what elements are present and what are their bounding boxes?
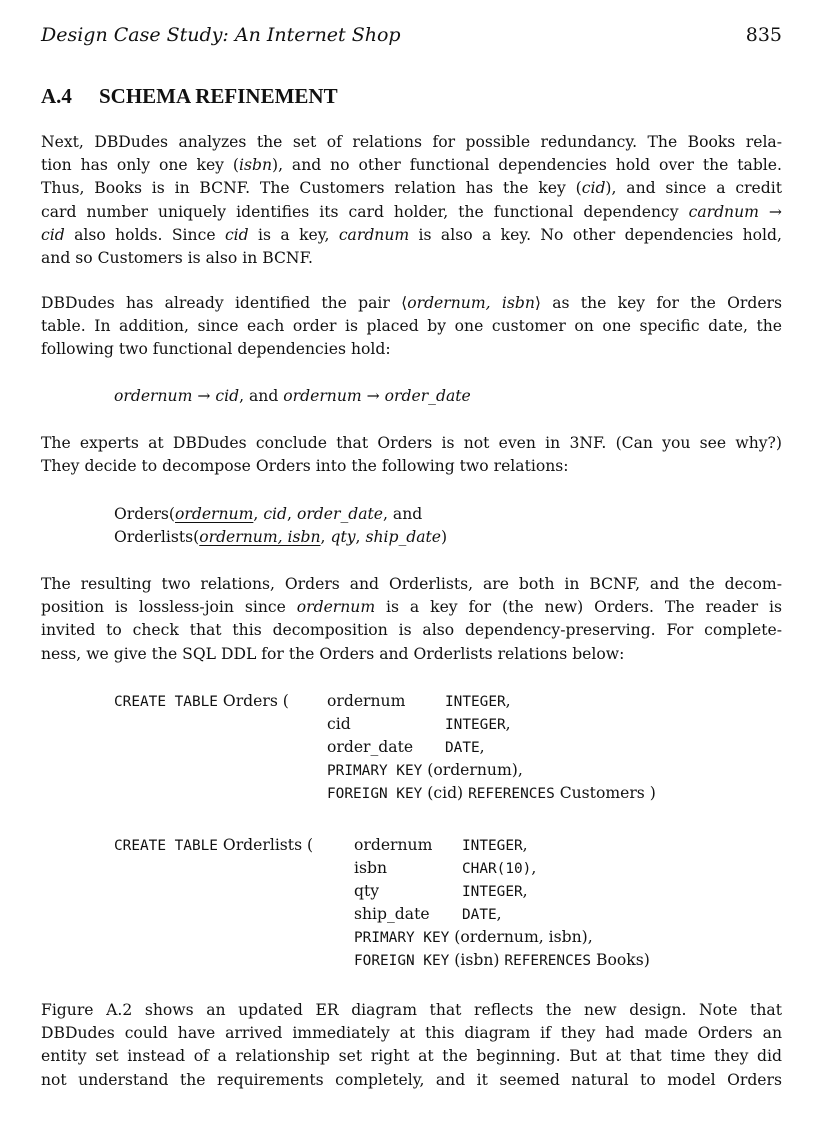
functional-dependencies: ordernum → cid, and ordernum → order_date [114, 387, 471, 405]
section-number: A.4 [41, 84, 72, 108]
sql-line: INTEGER, [445, 692, 511, 710]
sql-line: INTEGER, [462, 836, 528, 854]
text-line: The experts at DBDudes conclude that Orders is not even in 3NF. (Can you see why?) [41, 434, 782, 452]
primary-key: ordernum [175, 505, 254, 523]
relation-orders: Orders(ordernum, cid, order_date, and [114, 505, 423, 523]
text-line: not understand the requirements completely, and it seemed natural to model Orders [41, 1070, 782, 1089]
sql-line: ordernum [354, 836, 433, 854]
paragraph-2 [41, 292, 782, 362]
text-line: position is lossless-join since ordernum is a key for (the new) Orders. The reader is [41, 598, 782, 617]
text-line: cid also holds. Since cid is a key, cardnum is also a key. No other dependencies hold, [41, 225, 782, 244]
text-line: Figure A.2 shows an updated ER diagram that reflects the new design. Note that [41, 1001, 782, 1019]
primary-key: ordernum, isbn [199, 528, 321, 546]
text-line: tion has only one key (isbn), and no other functional dependencies hold over the table. [41, 156, 782, 175]
sql-line: CREATE TABLE Orderlists ( [114, 836, 314, 854]
section-heading [41, 82, 338, 110]
sql-line: isbn [354, 859, 388, 877]
sql-line: DATE, [462, 905, 502, 923]
sql-line: CHAR(10), [462, 859, 537, 877]
sql-line: qty [354, 882, 380, 900]
sql-line: FOREIGN KEY (cid) REFERENCES Customers ) [327, 784, 656, 802]
sql-line: DATE, [445, 738, 485, 756]
sql-line: cid [327, 715, 351, 733]
relation-orderlists: Orderlists(ordernum, isbn, qty, ship_date) [114, 528, 448, 546]
text-line: and so Customers is also in BCNF. [41, 249, 313, 268]
running-header [41, 22, 782, 48]
paragraph-5 [41, 999, 782, 1092]
sql-line: PRIMARY KEY (ordernum, isbn), [354, 928, 593, 946]
text-line: following two functional dependencies hold: [41, 340, 391, 359]
sql-line: FOREIGN KEY (isbn) REFERENCES Books) [354, 951, 650, 969]
text-line: ness, we give the SQL DDL for the Orders and Orderlists relations below: [41, 644, 625, 663]
text-line: card number uniquely identifies its card holder, the functional dependency cardnum → [41, 202, 782, 221]
running-title: Design Case Study: An Internet Shop [41, 24, 401, 46]
sql-line: INTEGER, [462, 882, 528, 900]
text-line: They decide to decompose Orders into the following two relations: [41, 457, 569, 476]
paragraph-4 [41, 573, 782, 666]
section-title: SCHEMA REFINEMENT [99, 84, 338, 108]
text-line: DBDudes has already identified the pair ⟨ordernum, isbn⟩ as the key for the Orders [41, 294, 782, 312]
text-line: entity set instead of a relationship set right at the beginning. But at that time they did [41, 1047, 782, 1066]
text-line: DBDudes could have arrived immediately at this diagram if they had made Orders an [41, 1024, 782, 1043]
sql-line: CREATE TABLE Orders ( [114, 692, 289, 710]
sql-line: PRIMARY KEY (ordernum), [327, 761, 523, 779]
sql-line: order_date [327, 738, 414, 756]
sql-line: ordernum [327, 692, 406, 710]
text-line: The resulting two relations, Orders and Orderlists, are both in BCNF, and the decom- [41, 575, 782, 593]
page-number: 835 [745, 24, 782, 46]
text-line: Next, DBDudes analyzes the set of relations for possible redundancy. The Books rela- [41, 133, 782, 151]
paragraph-1 [41, 131, 782, 270]
text-line: table. In addition, since each order is placed by one customer on one specific date, the [41, 317, 782, 336]
sql-line: ship_date [354, 905, 430, 923]
text-line: Thus, Books is in BCNF. The Customers relation has the key (cid), and since a credit [41, 179, 783, 198]
paragraph-3 [41, 432, 782, 478]
text-line: invited to check that this decomposition is also dependency-preserving. For complete- [41, 621, 782, 640]
sql-line: INTEGER, [445, 715, 511, 733]
